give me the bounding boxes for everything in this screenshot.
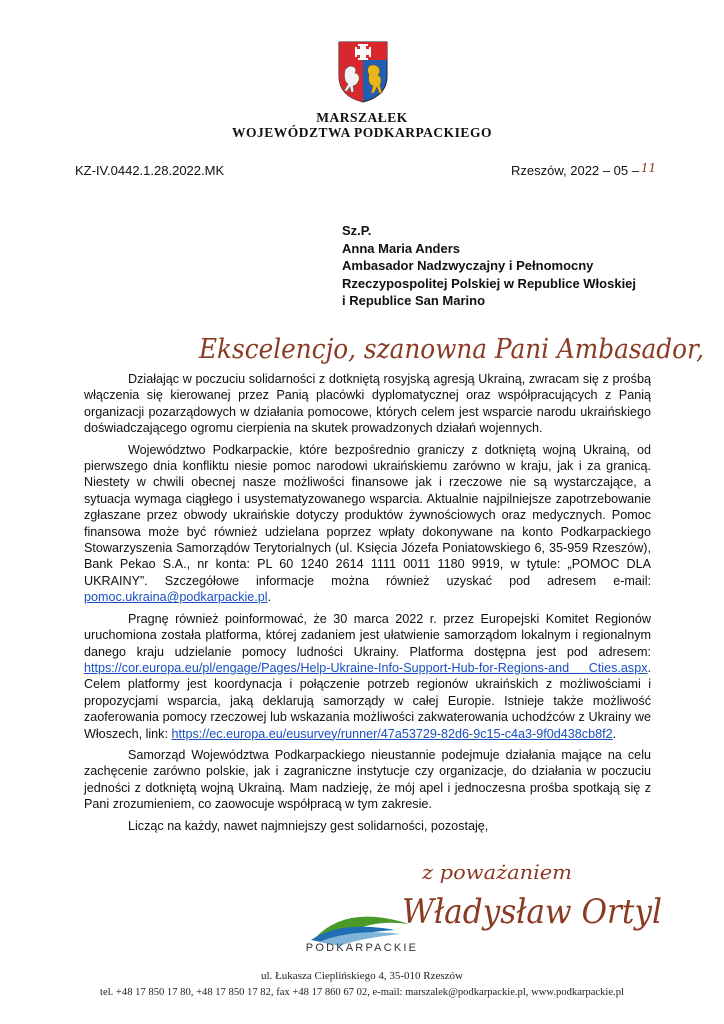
date-printed: Rzeszów, 2022 – 05 – bbox=[511, 163, 639, 178]
office-title-line2: WOJEWÓDZTWA PODKARPACKIEGO bbox=[232, 125, 492, 140]
paragraph-text: Pragnę również poinformować, że 30 marca 2022 r. przez Europejski Komitet Regionów uruchomiona została platforma, której zadaniem jest ułatwienie samorządom lokalnym i regionalnym danego kraju udzielanie pomocy ludności Ukrainy. Platforma dostępna jest pod adresem: bbox=[84, 611, 651, 659]
footer-contact: tel. +48 17 850 17 80, +48 17 850 17 82, fax +48 17 860 67 02, e-mail: marszalek@podkarpackie.pl, www.podkarpackie.pl bbox=[100, 987, 624, 998]
paragraph-text: . bbox=[612, 726, 617, 741]
paragraph bbox=[84, 611, 651, 742]
addressee-line: Ambasador Nadzwyczajny i Pełnomocny bbox=[342, 258, 594, 273]
email-link[interactable]: pomoc.ukraina@podkarpackie.pl bbox=[84, 590, 268, 605]
paragraph-text: Województwo Podkarpackie, które bezpośrednio graniczy z dotkniętą wojną Ukrainą, od pierwszego dnia konfliktu niesie pomoc narodowi ukraińskiemu zarówno w kraju, jak i za granicą. Niestety w chwili obecnej nasze możliwości finansowe jak i rzeczowe nie są wystarczające, a sytuacja wymaga ciągłego i usystematyzowanego wsparcia. Aktualnie najpilniejsze zapotrzebowanie zgłaszane przez obwody ukraińskie dotyczy produktów żywnościowych oraz medycznych. Pomoc finansowa może być również udzielana poprzez wpłaty dokonywane na konto Podkarpackiego Stowarzyszenia Samorządów Terytorialnych (ul. Księcia Józefa Poniatowskiego 6, 35-959 Rzeszów), Bank Pekao S.A., nr konta: PL 60 1240 2614 1111 0011 1180 9919, w tytule: „POMOC DLA UKRAINY”. Szczegółowe informacje można również uzyskać pod adresem e-mail: bbox=[84, 442, 651, 588]
closing-handwritten: z poważaniem bbox=[420, 860, 572, 884]
paragraph: Licząc na każdy, nawet najmniejszy gest solidarności, pozostaję, bbox=[128, 818, 489, 833]
addressee-line: Sz.P. bbox=[342, 223, 372, 238]
addressee-line: Anna Maria Anders bbox=[342, 240, 460, 256]
signature bbox=[382, 855, 682, 955]
date-line bbox=[511, 163, 656, 178]
paragraph: Samorząd Województwa Podkarpackiego nieustannie podejmuje działania mające na celu zachęcenie zarówno polskie, jak i zagraniczne instytucje czy organizacje, do działania w poczuciu jedności z dotkniętą wojną Ukrainą. Mam nadzieję, że mój apel i jednoczesna prośba spotkają się z Pani zrozumieniem, co zaowocuje współpracą w tym zakresie. bbox=[84, 747, 651, 812]
footer-address: ul. Łukasza Cieplińskiego 4, 35-010 Rzeszów bbox=[261, 970, 463, 982]
logo-text: PODKARPACKIE bbox=[305, 942, 419, 954]
reference-number: KZ-IV.0442.1.28.2022.MK bbox=[75, 163, 225, 178]
paragraph-text: . Celem platformy jest koordynacja i połączenie potrzeb regionów ukraińskich z możliwościami i propozycjami wsparcia, jaką deklarują samorządy w całej Europie. Istnieje także możliwość zaoferowania pomocy rzeczowej lub wskazania możliwości zakwaterowania uchodźców z Ukrainy we Włoszech, link: bbox=[84, 660, 651, 741]
date-day-handwritten: 11 bbox=[640, 161, 657, 175]
letter-body bbox=[84, 371, 651, 839]
office-title-line1: MARSZAŁEK bbox=[316, 110, 408, 125]
addressee-line: i Republice San Marino bbox=[342, 293, 486, 308]
paragraph-text: . bbox=[267, 590, 272, 605]
paragraph bbox=[84, 442, 651, 606]
handwritten-greeting bbox=[195, 322, 715, 378]
paragraph: Działając w poczuciu solidarności z dotkniętą rosyjską agresją Ukrainą, zwracam się z prośbą włączenia się kierowanej przez Panią placówki dyplomatycznej oraz współpracujących z Panią organizacji pozarządowych w działania pomocowe, których celem jest wsparcie narodu ukraińskiego doświadczającego ogromu cierpienia na skutek prowadzonych działań wojennych. bbox=[84, 372, 651, 436]
addressee-line: Rzeczypospolitej Polskiej w Republice Włoskiej bbox=[342, 275, 637, 291]
greeting-text: Ekscelencjo, szanowna Pani Ambasador, bbox=[198, 334, 704, 365]
coat-of-arms-icon bbox=[337, 40, 389, 104]
survey-link[interactable]: https://ec.europa.eu/eusurvey/runner/47a53729-82d6-9c15-c4a3-9f0d438cb8f2 bbox=[171, 726, 613, 741]
addressee-block bbox=[342, 222, 636, 310]
signature-name: Władysław Ortyl bbox=[402, 892, 662, 932]
platform-link[interactable]: https://cor.europa.eu/pl/engage/Pages/Help-Ukraine-Info-Support-Hub-for-Regions-and Cties.aspx bbox=[84, 660, 648, 675]
